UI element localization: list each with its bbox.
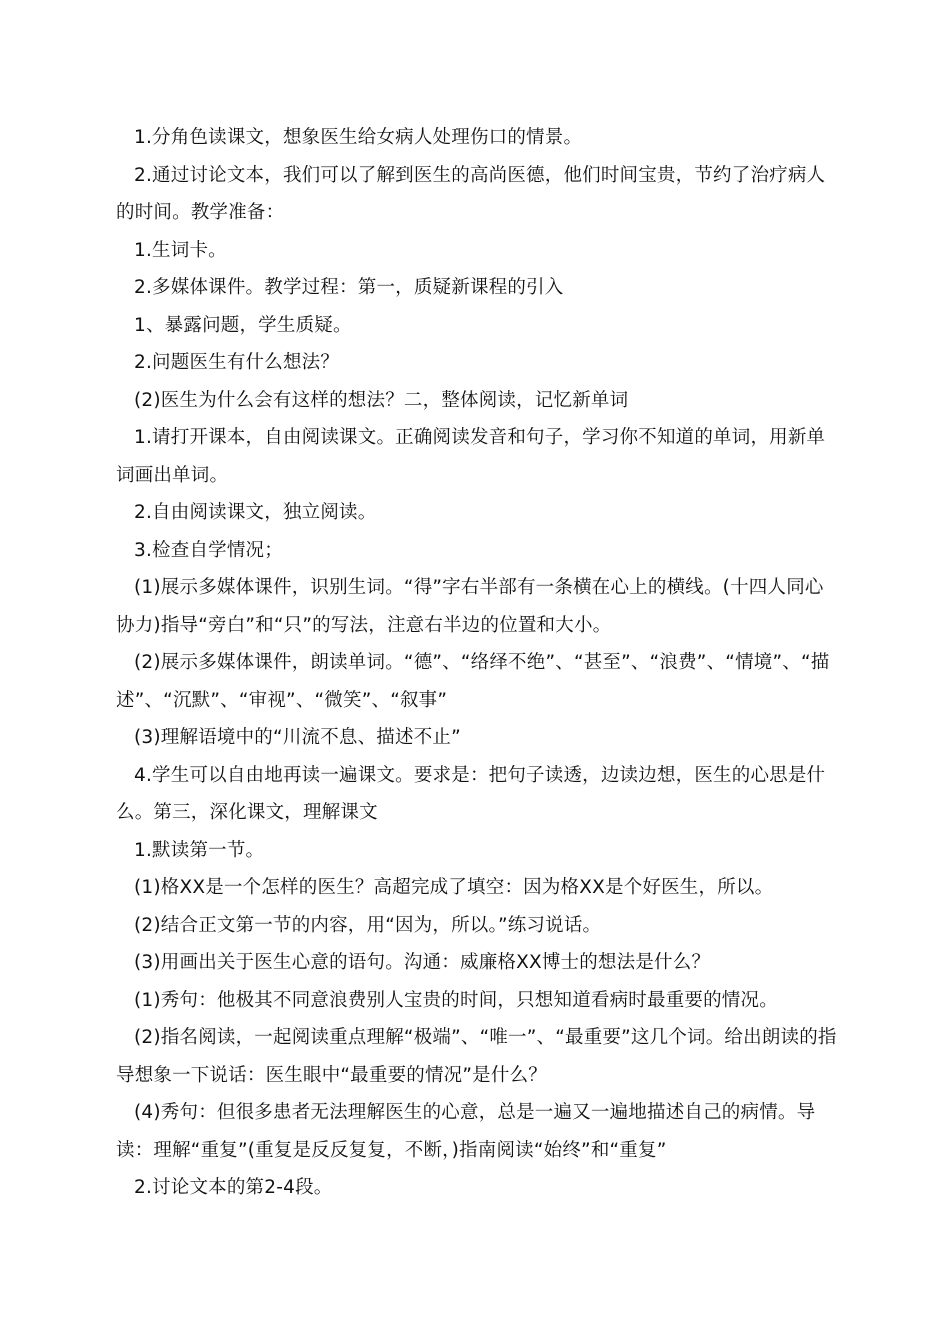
- paragraph-9: 2.自由阅读课文，独立阅读。: [134, 502, 377, 523]
- paragraph-13: (3)理解语境中的“川流不息、描述不止”: [134, 727, 461, 748]
- paragraph-7: (2)医生为什么会有这样的想法？二，整体阅读，记忆新单词: [134, 389, 629, 411]
- paragraph-11: (1)展示多媒体课件，识别生词。“得”字右半部有一条横在心上的横线。(十四人同心协力)指导“旁白”和“只”的写法，注意右半边的位置和大小。: [116, 577, 824, 636]
- paragraph-3: 1.生词卡。: [134, 239, 227, 261]
- paragraph-18: (3)用画出关于医生心意的语句。沟通：威廉格XX博士的想法是什么？: [134, 952, 711, 973]
- paragraph-15: 1.默读第一节。: [134, 839, 265, 861]
- paragraph-20: (2)指名阅读，一起阅读重点理解“极端”、“唯一”、“最重要”这几个词。给出朗读的指导想象一下说话：医生眼中“最重要的情况”是什么？: [116, 1027, 837, 1086]
- paragraph-10: 3.检查自学情况；: [134, 539, 283, 561]
- paragraph-1: 1.分角色读课文，想象医生给女病人处理伤口的情景。: [134, 127, 583, 148]
- paragraph-17: (2)结合正文第一节的内容，用“因为，所以。”练习说话。: [134, 914, 602, 936]
- paragraph-19: (1)秀句：他极其不同意浪费别人宝贵的时间，只想知道看病时最重要的情况。: [134, 989, 778, 1011]
- paragraph-22: 2.讨论文本的第2-4段。: [134, 1177, 333, 1198]
- paragraph-21: (4)秀句：但很多患者无法理解医生的心意，总是一遍又一遍地描述自己的病情。导读：理解“重复”(重复是反反复复，不断，)指南阅读“始终”和“重复”: [116, 1102, 816, 1161]
- paragraph-16: (1)格XX是一个怎样的医生？高超完成了填空：因为格XX是个好医生，所以。: [134, 877, 774, 898]
- paragraph-14: 4.学生可以自由地再读一遍课文。要求是：把句子读透，边读边想，医生的心思是什么。第三，深化课文，理解课文: [116, 764, 826, 823]
- paragraph-5: 1、暴露问题，学生质疑。: [134, 314, 352, 336]
- paragraph-12: (2)展示多媒体课件，朗读单词。“德”、“络绎不绝”、“甚至”、“浪费”、“情境”、“描述”、“沉默”、“审视”、“微笑”、“叙事”: [116, 652, 830, 711]
- document-body: [116, 119, 838, 1207]
- paragraph-4: 2.多媒体课件。教学过程：第一，质疑新课程的引入: [134, 277, 564, 298]
- paragraph-8: 1.请打开课本，自由阅读课文。正确阅读发音和句子，学习你不知道的单词，用新单词画出单词。: [116, 427, 826, 486]
- paragraph-6: 2.问题医生有什么想法？: [134, 352, 340, 373]
- paragraph-2: 2.通过讨论文本，我们可以了解到医生的高尚医德，他们时间宝贵，节约了治疗病人的时间。教学准备：: [116, 164, 826, 223]
